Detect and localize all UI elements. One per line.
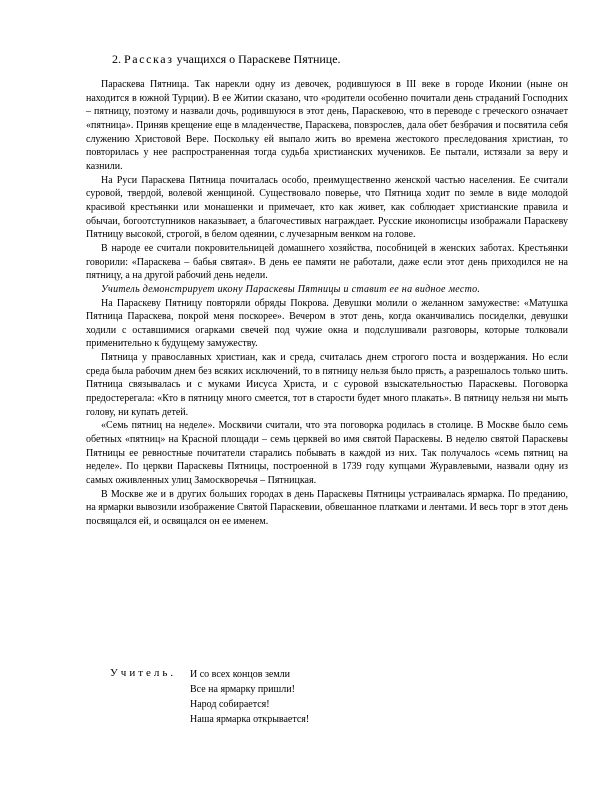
paragraph: На Параскеву Пятницу повторяли обряды Покрова. Девушки молили о желанном замужестве: «Матушка Пятница Параскева, покрой меня поскорее». Вечером в этот день, когда оканчивались посиделки, девушки ходили с оставшимися огарками свечей под чужие окна и подслушивали разговоры, которые толковали применительно к будущему замужеству. [86, 297, 568, 350]
speaker-label: Учитель. [110, 667, 177, 679]
story-text [86, 78, 568, 529]
paragraph: Пятница у православных христиан, как и среда, считалась днем строгого поста и воздержания. Но если среда была рабочим днем без всяких исключений, то в пятницу нельзя было прясть, а разрешалось только шить. Пятница связывалась и с муками Иисуса Христа, и с суровой взыскательностью Параскевы. Поговорка предостерегала: «Кто в пятницу много смеется, тот в старости будет много плакать». В пятницу нельзя ни мыть голову, ни купать детей. [86, 352, 568, 418]
verse [190, 667, 390, 727]
verse-line: И со всех концов земли [190, 669, 291, 680]
paragraph: На Руси Параскева Пятница почиталась особо, преимущественно женской частью населения. Ее считали суровой, твердой, волевой женщиной. Существовало поверье, что Пятница ходит по земле в виде молодой красивой крестьянки или монашенки и примечает, кто как живет, как соблюдает христианские правила и обычаи, богоотступников наказывает, а благочестивых награждает. Русские иконописцы изображали Параскеву Пятницу высокой, строгой, в белом одеянии, с лучезарным венком на голове. [86, 174, 568, 241]
verse-line: Народ собирается! [190, 699, 270, 710]
section-title-rest: учащихся о Параскеве Пятнице. [176, 52, 341, 66]
paragraph: В народе ее считали покровительницей домашнего хозяйства, пособницей в женских заботах. Крестьянки говорили: «Параскева – бабья святая». В день ее памяти не работали, даже если этот день приходился не на пятницу, а на другой рабочий день недели. [86, 242, 568, 282]
section-heading [112, 52, 341, 66]
verse-line: Наша ярмарка открывается! [190, 714, 310, 725]
section-title-spaced: Рассказ [124, 52, 174, 66]
paragraph: В Москве же и в других больших городах в день Параскевы Пятницы устраивалась ярмарка. По преданию, на ярмарки вывозили изображение Святой Параскевии, обвешанное платками и лентами. И весь торг в этот день посвящался ей, и освящался он ее именем. [86, 488, 568, 527]
paragraph: «Семь пятниц на неделе». Москвичи считали, что эта поговорка родилась в столице. В Москве было семь обетных «пятниц» на Красной площади – семь церквей во имя святой Параскевы. В неделю святой Параскевы Пятницы ее ревностные почитатели старались побывать в каждой из них. Так получалось «семь пятниц на неделе». По церкви Параскевы Пятницы, построенной в 1739 году купцами Журавлевыми, назвали одну из самых оживленных улиц Замоскворечья – Пятницкая. [86, 420, 568, 487]
section-number: 2. [112, 52, 121, 66]
paragraph: Параскева Пятница. Так нарекли одну из девочек, родившуюся в III веке в городе Иконии (ныне он находится в южной Турции). В ее Житии сказано, что «родители особенно почитали день страданий Господних – пятницу, поэтому и назвали дочь, родившуюся в этот день, Параскевою, что в переводе с греческого означает «пятница». Приняв крещение еще в младенчестве, Параскева, повзрослев, дала обет безбрачия и посвятила себя служению Христовой Вере. Поскольку ей выпало жить во времена жестокого преследования христиан, то повторилась у нее распространенная тогда судьба христианских мучеников. Ее пытали, истязали за веру и казнили. [86, 79, 568, 172]
stage-direction: Учитель демонстрирует икону Параскевы Пятницы и ставит ее на видное место. [101, 283, 481, 295]
verse-line: Все на ярмарку пришли! [190, 684, 295, 695]
